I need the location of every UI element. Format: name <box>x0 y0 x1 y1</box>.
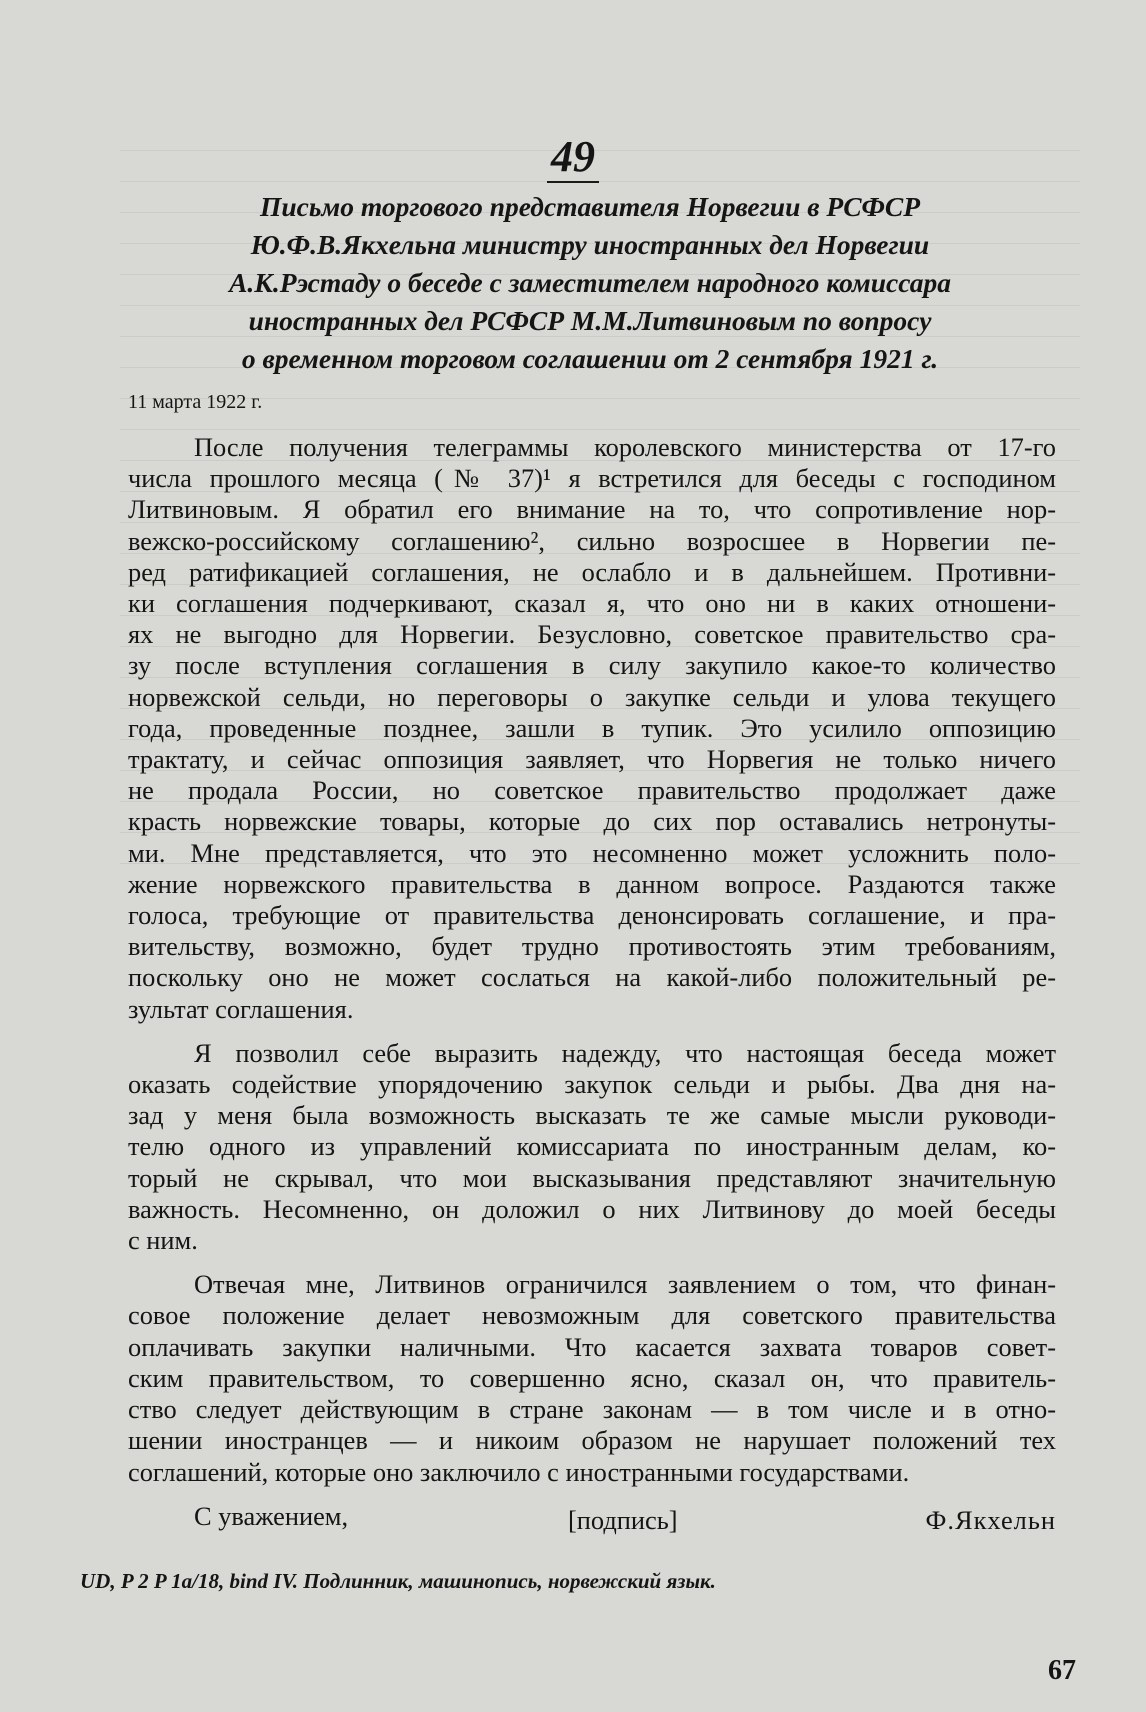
paragraph-line: Отвечая мне, Литвинов ограничился заявлением о том, что финан- <box>194 1269 1056 1300</box>
paragraph-line: ство следует действующим в стране законам — в том числе и в отно- <box>128 1394 1056 1425</box>
paragraph-line: важность. Несомненно, он доложил о них Литвинову до моей беседы <box>128 1193 1056 1224</box>
paragraph-line: телю одного из управлений комиссариата по иностранным делам, ко- <box>128 1131 1056 1162</box>
paragraph-line: ред ратификацией соглашения, не ослабло и в дальнейшем. Противни- <box>128 556 1056 587</box>
paragraph <box>128 432 1056 1025</box>
document-date: 11 марта 1922 г. <box>128 391 263 413</box>
paragraph-line: числа прошлого месяца (№ 37)¹ я встретился для беседы с господином <box>128 463 1056 494</box>
paragraph-line: вительству, возможно, будет трудно противостоять этим требованиям, <box>128 931 1056 962</box>
paragraph-line: шении иностранцев — и никоим образом не нарушает положений тех <box>128 1425 1056 1456</box>
paragraph-line: с ним. <box>128 1225 198 1256</box>
paragraph-line: красть норвежские товары, которые до сих пор оставались нетронуты- <box>128 806 1056 837</box>
paragraph-line: совое положение делает невозможным для советского правительства <box>128 1300 1056 1331</box>
heading-line: А.К.Рэстаду о беседе с заместителем народного комиссара <box>229 267 951 298</box>
paragraph <box>128 1038 1056 1256</box>
document-heading <box>120 188 1060 378</box>
paragraph-line: После получения телеграммы королевского министерства от 17-го <box>194 432 1056 462</box>
document-number <box>0 132 1146 182</box>
paragraph-line: соглашений, которые оно заключило с иностранными государствами. <box>128 1456 910 1487</box>
paragraph-line: ки соглашения подчеркивают, сказал я, что оно ни в каких отношени- <box>128 588 1056 619</box>
paragraph-line: года, проведенные позднее, зашли в тупик. Это усилило оппозицию <box>128 712 1056 743</box>
heading-line: Ю.Ф.В.Якхельна министру иностранных дел Норвегии <box>250 229 930 260</box>
paragraph-line: С уважением, <box>194 1500 349 1531</box>
heading-line: Письмо торгового представителя Норвегии в РСФСР <box>259 191 921 222</box>
paragraph-line: жение норвежского правительства в данном вопросе. Раздаются также <box>128 868 1056 899</box>
letter-body <box>128 432 1056 1545</box>
paragraph-line: ским правительством, то совершенно ясно, сказал он, что правитель- <box>128 1362 1056 1393</box>
paragraph-line: зультат соглашения. <box>128 993 354 1024</box>
signature-label: [подпись] <box>568 1505 678 1535</box>
paragraph-line: голоса, требующие от правительства денонсировать соглашение, и пра- <box>128 900 1056 931</box>
signature-name: Ф.Якхельн <box>925 1505 1056 1535</box>
paragraph <box>128 1269 1056 1487</box>
paragraph-line: ми. Мне представляется, что это несомненно может усложнить поло- <box>128 837 1056 868</box>
paragraph-line: торый не скрывал, что мои высказывания представляют значительную <box>128 1162 1056 1193</box>
paragraph-line: зу после вступления соглашения в силу закупило какое-то количество <box>128 650 1056 681</box>
paragraph-line: зад у меня была возможность высказать те же самые мысли руководи- <box>128 1100 1056 1131</box>
archival-source: UD, P 2 P 1a/18, bind IV. Подлинник, машинопись, норвежский язык. <box>80 1569 716 1593</box>
paragraph-line: не продала России, но советское правительство продолжает даже <box>128 775 1056 806</box>
paragraph-line: Я позволил себе выразить надежду, что настоящая беседа может <box>194 1037 1056 1068</box>
paragraph-line: поскольку оно не может сослаться на какой-либо положительный ре- <box>128 962 1056 993</box>
paragraph-line: Литвиновым. Я обратил его внимание на то, что сопротивление нор- <box>128 494 1056 525</box>
paragraph-line: оплачивать закупки наличными. Что касается захвата товаров совет- <box>128 1331 1056 1362</box>
document-number-text: 49 <box>547 132 599 183</box>
paragraph-line: норвежской сельди, но переговоры о закупке сельди и улова текущего <box>128 681 1056 712</box>
paragraph-line: трактату, и сейчас оппозиция заявляет, что Норвегия не только ничего <box>128 744 1056 775</box>
heading-line: о временном торговом соглашении от 2 сентября 1921 г. <box>241 343 939 374</box>
page-number: 67 <box>1048 1655 1076 1686</box>
paragraph-line: оказать содействие упорядочению закупок сельди и рыбы. Два дня на- <box>128 1069 1056 1100</box>
paragraph-line: ях не выгодно для Норвегии. Безусловно, советское правительство сра- <box>128 619 1056 650</box>
heading-line: иностранных дел РСФСР М.М.Литвиновым по вопросу <box>248 305 932 336</box>
paragraph-line: вежско-российскому соглашению², сильно возросшее в Норвегии пе- <box>128 525 1056 556</box>
